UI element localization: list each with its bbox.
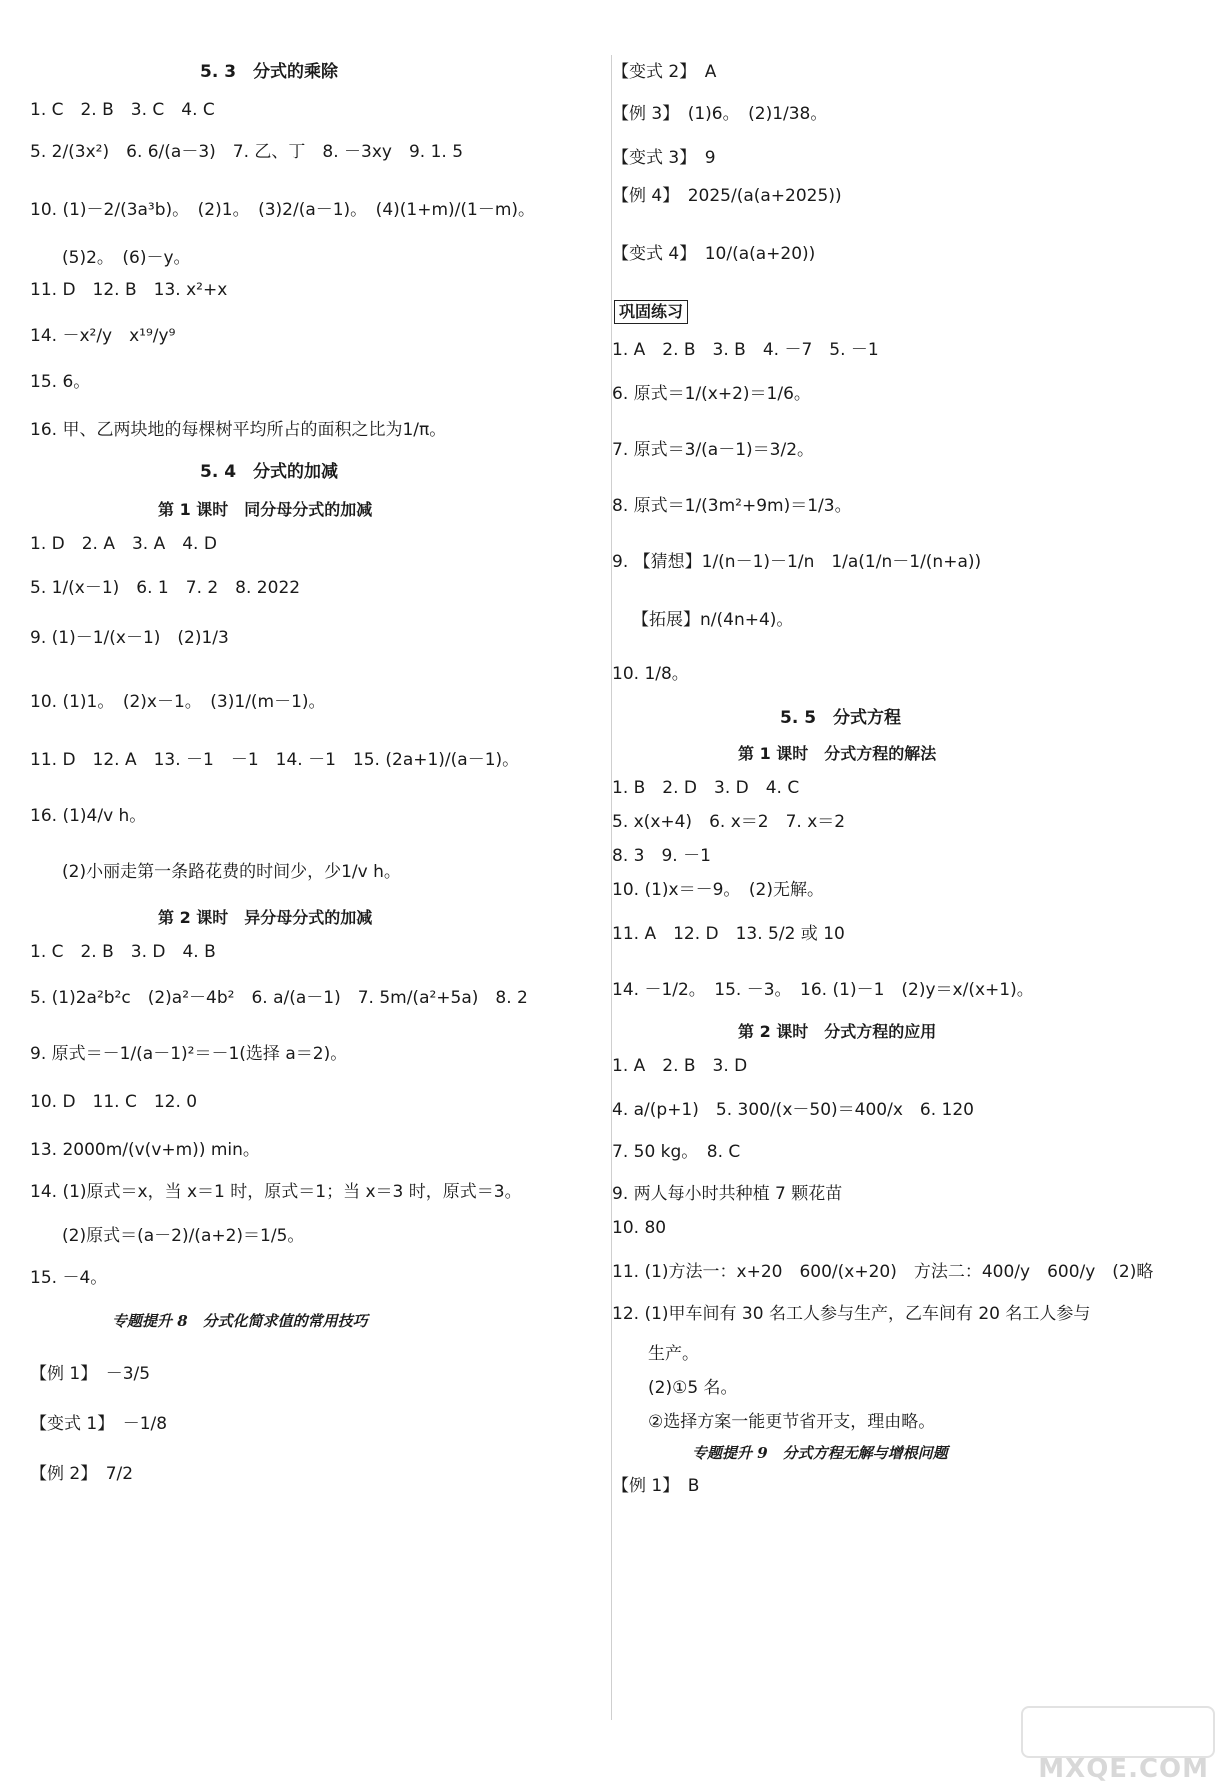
left-line: 10. D 11. C 12. 0 (30, 1092, 198, 1112)
left-line: 第 2 课时 异分母分式的加减 (158, 908, 373, 927)
right-line: 第 2 课时 分式方程的应用 (738, 1022, 937, 1041)
right-line: 4. a/(p+1) 5. 300/(x－50)＝400/x 6. 120 (612, 1100, 974, 1120)
right-line: (2)①5 名。 (648, 1378, 738, 1398)
left-line: 11. D 12. B 13. x²+x (30, 280, 228, 300)
watermark-text: MXQE.COM (1038, 1754, 1209, 1784)
right-line: 11. (1)方法一：x+20 600/(x+20) 方法二：400/y 600/y (2)略 (612, 1262, 1154, 1282)
left-line: 14. (1)原式＝x，当 x＝1 时，原式＝1；当 x＝3 时，原式＝3。 (30, 1182, 522, 1202)
left-line: 16. 甲、乙两块地的每棵树平均所占的面积之比为1/π。 (30, 420, 447, 440)
right-line: 7. 原式＝3/(a－1)＝3/2。 (612, 440, 815, 460)
right-line: 【拓展】n/(4n+4)。 (632, 610, 794, 630)
right-line: 【变式 3】 9 (612, 148, 716, 168)
right-line: 14. －1/2。 15. －3。 16. (1)－1 (2)y＝x/(x+1)。 (612, 980, 1034, 1000)
left-line: 9. 原式＝－1/(a－1)²＝－1(选择 a＝2)。 (30, 1044, 348, 1064)
left-line: 15. 6。 (30, 372, 91, 392)
right-column (600, 0, 1229, 1792)
left-line: 1. C 2. B 3. D 4. B (30, 942, 216, 962)
right-line: ②选择方案一能更节省开支，理由略。 (648, 1412, 936, 1432)
right-line: 1. A 2. B 3. D (612, 1056, 748, 1076)
right-line: 专题提升 9 分式方程无解与增根问题 (692, 1444, 948, 1462)
left-line: 15. －4。 (30, 1268, 108, 1288)
left-line: 5. 2/(3x²) 6. 6/(a－3) 7. 乙、丁 8. －3xy 9. 1. 5 (30, 142, 464, 162)
section-label-box: 巩固练习 (614, 300, 688, 324)
right-line: 【例 4】 2025/(a(a+2025)) (612, 186, 842, 206)
right-line: 6. 原式＝1/(x+2)＝1/6。 (612, 384, 811, 404)
left-line: 5. 1/(x－1) 6. 1 7. 2 8. 2022 (30, 578, 301, 598)
right-line: 5. 5 分式方程 (780, 708, 902, 728)
right-line: 9. 【猜想】1/(n－1)－1/n 1/a(1/n－1/(n+a)) (612, 552, 982, 572)
right-line: 10. 1/8。 (612, 664, 689, 684)
left-line: 1. C 2. B 3. C 4. C (30, 100, 215, 120)
left-line: 1. D 2. A 3. A 4. D (30, 534, 217, 554)
right-line: 10. 80 (612, 1218, 667, 1238)
left-line: 11. D 12. A 13. －1 －1 14. －1 15. (2a+1)/(a－1)。 (30, 750, 520, 770)
left-line: 5. 4 分式的加减 (200, 462, 339, 482)
left-line: 5. (1)2a²b²c (2)a²－4b² 6. a/(a－1) 7. 5m/(a²+5a) 8. 2 (30, 988, 528, 1008)
right-line: 9. 两人每小时共种植 7 颗花苗 (612, 1184, 843, 1204)
left-line: 专题提升 8 分式化简求值的常用技巧 (112, 1312, 368, 1330)
right-line: 【变式 2】 A (612, 62, 717, 82)
right-line: 5. x(x+4) 6. x＝2 7. x＝2 (612, 812, 846, 832)
right-line: 【例 1】 B (612, 1476, 700, 1496)
left-line: 【变式 1】 －1/8 (30, 1414, 168, 1434)
left-line: 【例 2】 7/2 (30, 1464, 134, 1484)
right-line: 8. 原式＝1/(3m²+9m)＝1/3。 (612, 496, 852, 516)
left-line: 10. (1)－2/(3a³b)。 (2)1。 (3)2/(a－1)。 (4)(1+m)/(1－m)。 (30, 200, 536, 220)
right-line: 1. B 2. D 3. D 4. C (612, 778, 800, 798)
right-line: 【例 3】 (1)6。 (2)1/38。 (612, 104, 828, 124)
left-line: (5)2。 (6)－y。 (62, 248, 191, 268)
left-line: 【例 1】 －3/5 (30, 1364, 151, 1384)
right-line: 第 1 课时 分式方程的解法 (738, 744, 937, 763)
right-line: 生产。 (648, 1344, 699, 1364)
left-line: 14. －x²/y x¹⁹/y⁹ (30, 326, 176, 346)
left-line: 13. 2000m/(v(v+m)) min。 (30, 1140, 260, 1160)
left-line: 9. (1)－1/(x－1) (2)1/3 (30, 628, 229, 648)
right-line: 10. (1)x＝－9。 (2)无解。 (612, 880, 824, 900)
left-line: 第 1 课时 同分母分式的加减 (158, 500, 373, 519)
left-line: (2)原式＝(a－2)/(a+2)＝1/5。 (62, 1226, 305, 1246)
right-line: 8. 3 9. －1 (612, 846, 711, 866)
left-line: 5. 3 分式的乘除 (200, 62, 339, 82)
left-line: (2)小丽走第一条路花费的时间少，少1/v h。 (62, 862, 401, 882)
left-line: 10. (1)1。 (2)x－1。 (3)1/(m－1)。 (30, 692, 326, 712)
right-line: 11. A 12. D 13. 5/2 或 10 (612, 924, 845, 944)
left-column (0, 0, 600, 1792)
left-line: 16. (1)4/v h。 (30, 806, 147, 826)
right-line: 7. 50 kg。 8. C (612, 1142, 741, 1162)
right-line: 1. A 2. B 3. B 4. －7 5. －1 (612, 340, 879, 360)
right-line: 【变式 4】 10/(a(a+20)) (612, 244, 816, 264)
watermark-badge-icon (1021, 1706, 1215, 1758)
watermark-logo (1005, 1706, 1215, 1784)
right-line (614, 300, 688, 324)
right-line: 12. (1)甲车间有 30 名工人参与生产，乙车间有 20 名工人参与 (612, 1304, 1091, 1324)
